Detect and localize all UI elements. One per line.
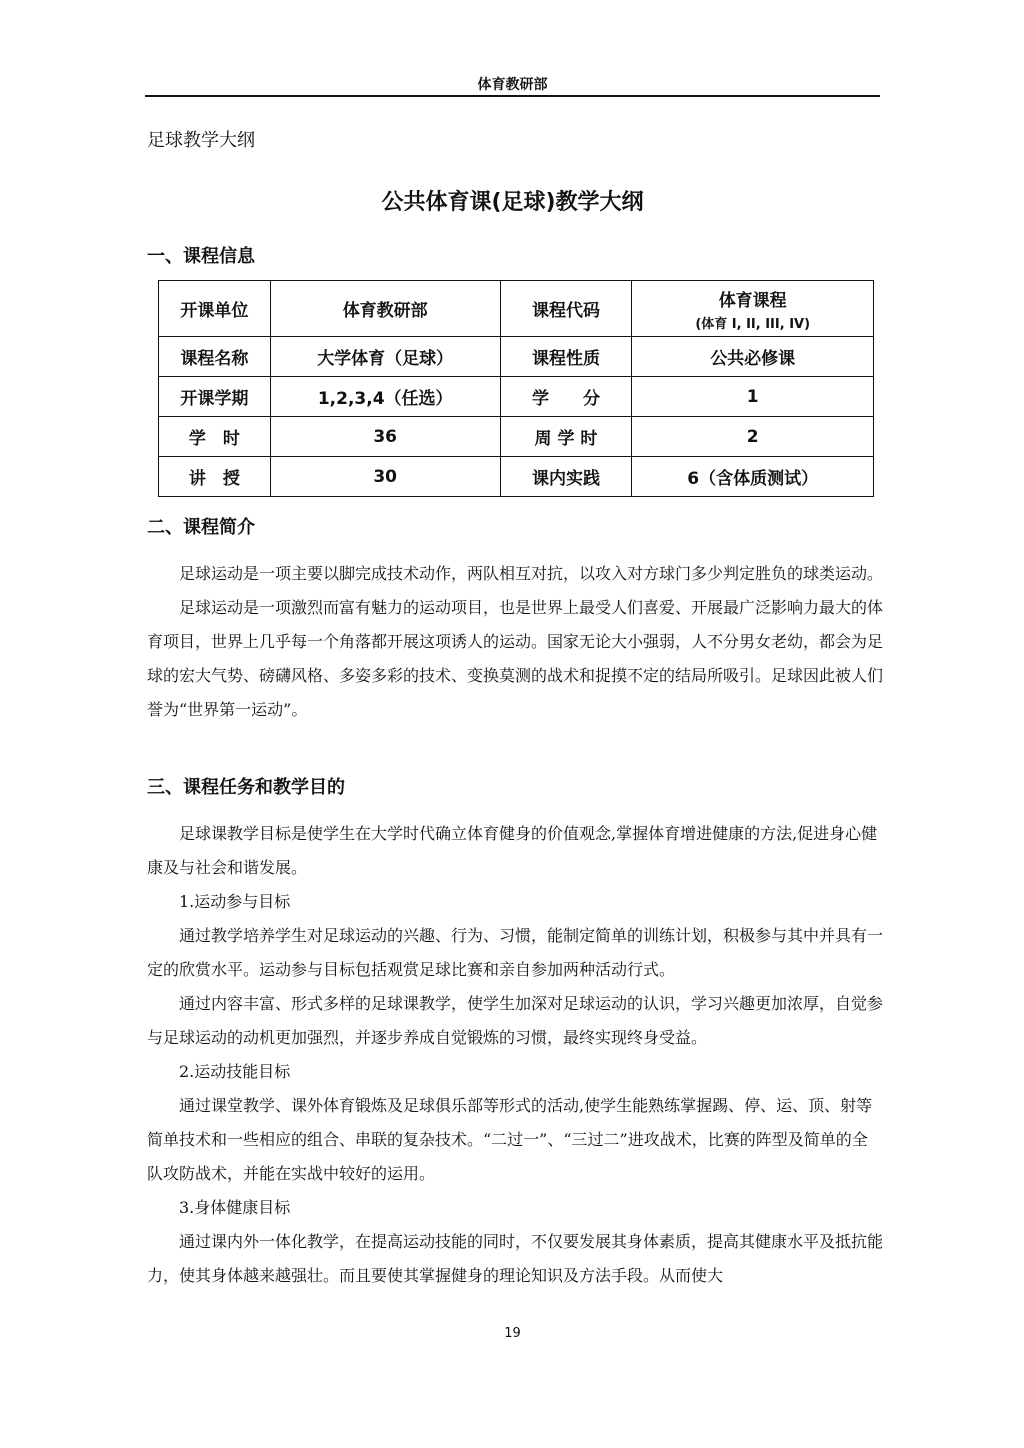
page-number: 19 — [504, 1326, 521, 1341]
table-cell: 2 — [632, 417, 874, 457]
paragraph: 足球运动是一项主要以脚完成技术动作，两队相互对抗，以攻入对方球门多少判定胜负的球类运动。 — [179, 564, 884, 583]
table-cell: 学 时 — [159, 417, 271, 457]
table-cell: 体育教研部 — [270, 281, 500, 337]
paragraph: 足球课教学目标是使学生在大学时代确立体育健身的价值观念,掌握体育增进健康的方法,促进身心健康及与社会和谐发展。 — [147, 824, 878, 877]
document-title: 公共体育课(足球)教学大纲 — [381, 190, 644, 215]
table-cell — [632, 281, 874, 337]
paragraph: 通过内容丰富、形式多样的足球课教学，使学生加深对足球运动的认识，学习兴趣更加浓厚，自觉参与足球运动的动机更加强烈，并逐步养成自觉锻炼的习惯，最终实现终身受益。 — [147, 994, 884, 1047]
section-heading-tasks: 三、课程任务和教学目的 — [147, 777, 345, 798]
table-cell: 课程代码 — [500, 281, 632, 337]
table-cell: 6（含体质测试） — [632, 457, 874, 497]
table-cell: 课内实践 — [500, 457, 632, 497]
table-cell: 课程名称 — [159, 337, 271, 377]
table-cell: 大学体育（足球） — [270, 337, 500, 377]
running-header: 体育教研部 — [477, 77, 548, 93]
paragraph: 通过课内外一体化教学，在提高运动技能的同时，不仅要发展其身体素质，提高其健康水平及抵抗能力，使其身体越来越强壮。而且要使其掌握健身的理论知识及方法手段。从而使大 — [147, 1232, 884, 1285]
document-label: 足球教学大纲 — [147, 130, 255, 151]
course-code-sub: (体育 I, II, III, IV) — [695, 316, 811, 332]
table-cell: 周 学 时 — [500, 417, 632, 457]
course-code-main: 体育课程 — [718, 290, 787, 311]
paragraph: 通过课堂教学、课外体育锻炼及足球俱乐部等形式的活动,使学生能熟练掌握踢、停、运、顶、射等简单技术和一些相应的组合、串联的复杂技术。“二过一”、“三过二”进攻战术，比赛的阵型及简单的全队攻防战术，并能在实战中较好的运用。 — [147, 1096, 873, 1183]
table-cell: 讲 授 — [159, 457, 271, 497]
subheading: 3.身体健康目标 — [179, 1198, 291, 1217]
paragraph: 通过教学培养学生对足球运动的兴趣、行为、习惯，能制定简单的训练计划，积极参与其中并具有一定的欣赏水平。运动参与目标包括观赏足球比赛和亲自参加两种活动行式。 — [147, 926, 884, 979]
section-heading-course-info: 一、课程信息 — [147, 246, 255, 267]
table-cell: 公共必修课 — [632, 337, 874, 377]
table-cell: 36 — [270, 417, 500, 457]
table-cell: 1,2,3,4（任选） — [270, 377, 500, 417]
intro-body — [147, 557, 883, 727]
table-cell: 1 — [632, 377, 874, 417]
table-row — [159, 337, 874, 377]
table-row — [159, 377, 874, 417]
table-cell: 课程性质 — [500, 337, 632, 377]
subheading: 2.运动技能目标 — [179, 1062, 291, 1081]
table-row — [159, 457, 874, 497]
tasks-body — [147, 817, 883, 1293]
paragraph: 足球运动是一项激烈而富有魅力的运动项目，也是世界上最受人们喜爱、开展最广泛影响力最大的体育项目，世界上几乎每一个角落都开展这项诱人的运动。国家无论大小强弱，人不分男女老幼，都会为足球的宏大气势、磅礴风格、多姿多彩的技术、变换莫测的战术和捉摸不定的结局所吸引。足球因此被人们誉为“世界第一运动”。 — [147, 598, 884, 719]
table-row — [159, 281, 874, 337]
course-info-table — [158, 280, 874, 497]
table-cell: 30 — [270, 457, 500, 497]
table-row — [159, 417, 874, 457]
table-cell: 开课学期 — [159, 377, 271, 417]
table-cell: 学 分 — [500, 377, 632, 417]
header-divider — [145, 95, 880, 97]
subheading: 1.运动参与目标 — [179, 892, 291, 911]
table-cell: 开课单位 — [159, 281, 271, 337]
section-heading-intro: 二、课程简介 — [147, 517, 255, 538]
